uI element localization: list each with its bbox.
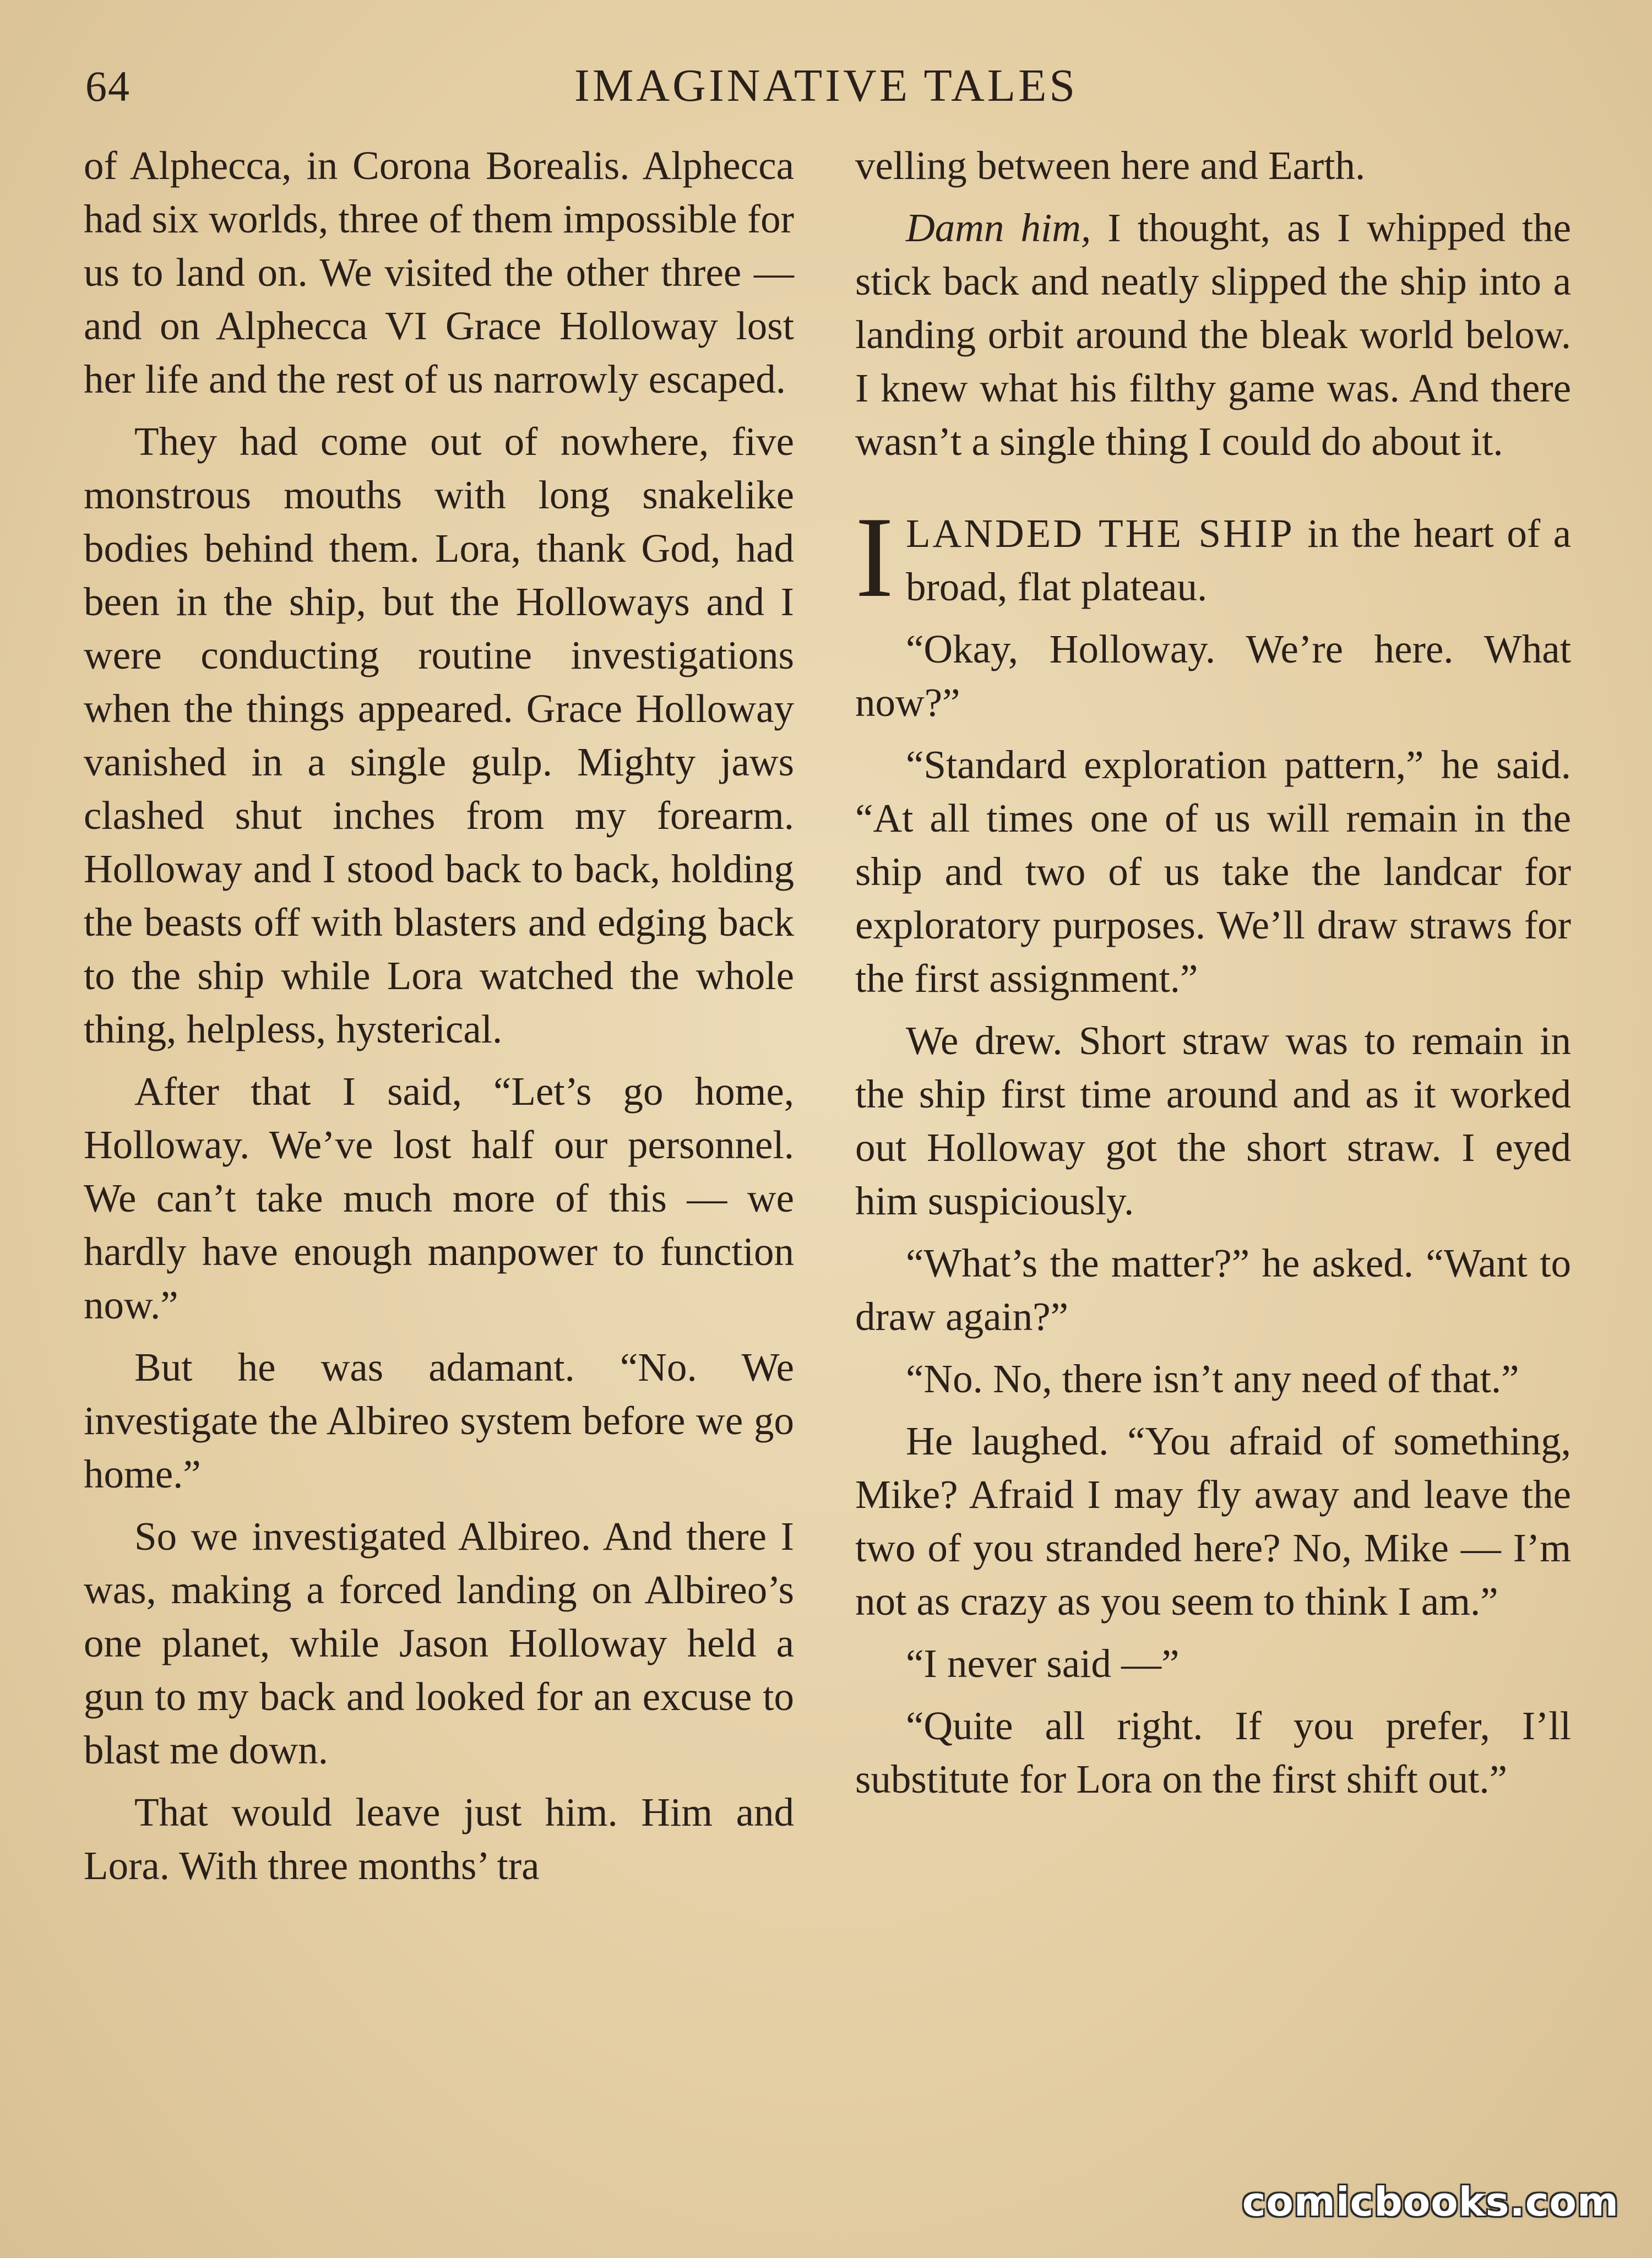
paragraph: velling between here and Earth. <box>855 143 1366 188</box>
right-column <box>855 139 1571 1815</box>
paragraph: “I never said —” <box>906 1641 1180 1686</box>
paragraph-text: in the heart of a broad, flat plateau. <box>905 511 1571 609</box>
left-column <box>84 139 794 1901</box>
watermark: comicbooks.com <box>1242 2179 1619 2225</box>
paragraph: After that I said, “Let’s go home, Holloway. We’ve lost half our personnel. We can’t take much more of this — we hardly have enough manpower to function now.” <box>84 1069 794 1327</box>
paragraph: “No. No, there isn’t any need of that.” <box>906 1356 1519 1401</box>
section-opening-paragraph <box>855 493 1571 621</box>
paragraph: “Standard exploration pattern,” he said. “At all times one of us will remain in the ship and two of us take the landcar for exploratory purposes. We’ll draw straws for the first assignment.” <box>855 742 1571 1001</box>
paragraph: They had come out of nowhere, five monstrous mouths with long snakelike bodies behind them. Lora, thank God, had been in the ship, but the Holloways and I were conducting routine investigations when the things appeared. Grace Holloway vanished in a single gulp. Mighty jaws clashed shut inches from my forearm. Holloway and I stood back to back, holding the beasts off with blasters and edging back to the ship while Lora watched the whole thing, helpless, hysterical. <box>84 419 794 1051</box>
paragraph-text: I thought, as I whipped the stick back and neatly slipped the ship into a landing orbit around the bleak world below. I knew what his filthy game was. And there wasn’t a single thing I could do about it. <box>855 205 1572 464</box>
paragraph: of Alphecca, in Corona Borealis. Alphecca had six worlds, three of them impossible for us to land on. We visited the other three — and on Alphecca VI Grace Holloway lost her life and the rest of us narrowly escaped. <box>84 143 794 401</box>
drop-cap: I <box>855 493 894 621</box>
paragraph <box>855 201 1571 468</box>
paragraph: We drew. Short straw was to remain in the ship first time around and as it worked out Holloway got the short straw. I eyed him suspiciously. <box>855 1018 1571 1223</box>
paragraph: “What’s the matter?” he asked. “Want to draw again?” <box>855 1241 1571 1339</box>
paragraph: But he was adamant. “No. We investigate the Albireo system before we go home.” <box>84 1345 794 1496</box>
small-caps-lead: LANDED THE SHIP <box>905 511 1295 556</box>
paragraph: “Quite all right. If you prefer, I’ll substitute for Lora on the first shift out.” <box>855 1703 1571 1801</box>
paragraph: He laughed. “You afraid of something, Mike? Afraid I may fly away and leave the two of you stranded here? No, Mike — I’m not as crazy as you seem to think I am.” <box>855 1419 1571 1624</box>
paragraph: That would leave just him. Him and Lora. With three months’ tra <box>84 1790 794 1888</box>
italic-phrase: Damn him, <box>906 205 1091 250</box>
running-head: IMAGINATIVE TALES <box>574 60 1078 111</box>
paragraph: So we investigated Albireo. And there I was, making a forced landing on Albireo’s one planet, while Jason Holloway held a gun to my back and looked for an excuse to blast me down. <box>84 1514 794 1772</box>
paragraph: “Okay, Holloway. We’re here. What now?” <box>855 627 1571 725</box>
page-number: 64 <box>85 62 131 110</box>
